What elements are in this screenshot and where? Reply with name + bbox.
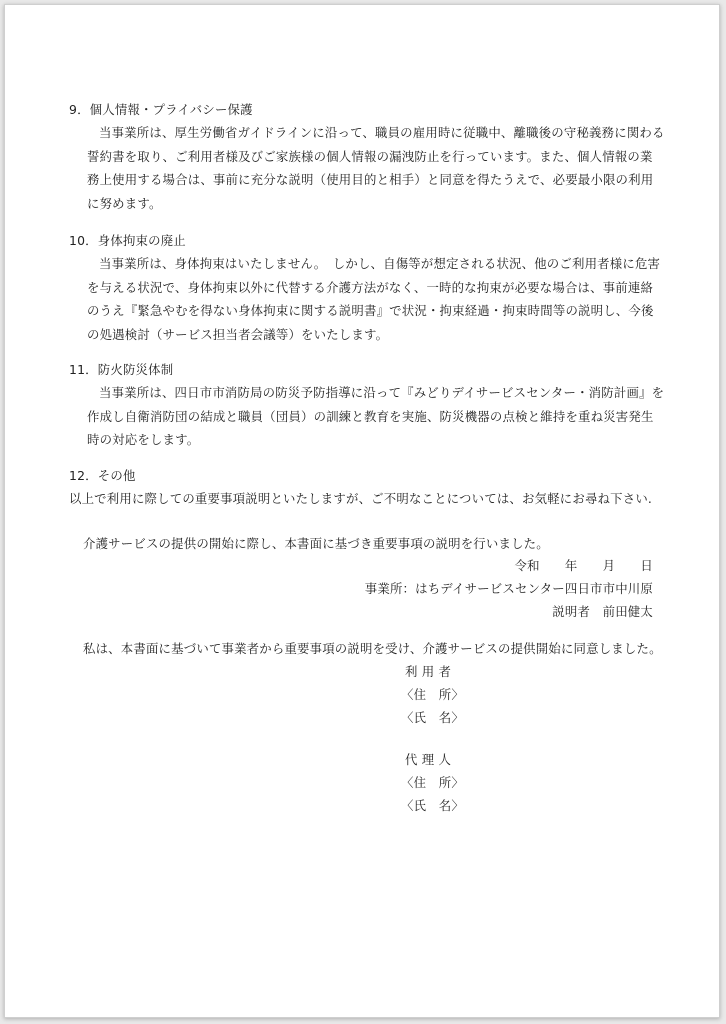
section-11-heading: 11．防火防災体制 <box>69 362 174 377</box>
section-9-heading: 9．個人情報・プライバシー保護 <box>69 102 253 117</box>
section-11-body <box>87 381 677 452</box>
section-11-line-3: 時の対応をします。 <box>87 432 200 447</box>
consent-statement: 私は、本書面に基づいて事業者から重要事項の説明を受け、介護サービスの提供開始に同意しました。 <box>83 641 662 656</box>
user-name-label: 〈氏 名〉 <box>401 710 464 725</box>
user-address-label: 〈住 所〉 <box>401 687 464 702</box>
document-page <box>4 4 720 1018</box>
section-11-line-1: 当事業所は、四日市市消防局の防災予防指導に沿って『みどりデイサービスセンター・消防計画』を <box>99 385 665 400</box>
section-10-body <box>87 252 677 346</box>
user-title: 利 用 者 <box>405 664 452 679</box>
provider-statement: 介護サービスの提供の開始に際し、本書面に基づき重要事項の説明を行いました。 <box>83 536 549 551</box>
agent-name-label: 〈氏 名〉 <box>401 798 464 813</box>
section-12-line-1: 以上で利用に際しての重要事項説明といたしますが、ご不明なことについては、お気軽にお尋ね下さい. <box>69 491 653 506</box>
agent-title: 代 理 人 <box>405 752 452 767</box>
section-10-line-4: の処遇検討（サービス担当者会議等）をいたします。 <box>87 326 389 342</box>
date-line: 令和 年 月 日 <box>514 558 653 573</box>
section-11-line-2: 作成し自衛消防団の結成と職員（団員）の訓練と教育を実施、防災機器の点検と維持を重ね災害発生 <box>87 408 654 424</box>
office-line: 事業所：はちデイサービスセンター四日市市中川原 <box>364 581 653 596</box>
section-10-line-3: のうえ『緊急やむを得ない身体拘束に関する説明書』で状況・拘束経過・拘束時間等の説明し、今後 <box>87 303 654 318</box>
section-9-line-1: 当事業所は、厚生労働省ガイドラインに沿って、職員の雇用時に従職中、離職後の守秘義務に関わる <box>99 125 665 140</box>
explainer-line: 説明者 前田健太 <box>552 604 653 619</box>
section-10-heading: 10．身体拘束の廃止 <box>69 233 186 248</box>
section-12-heading: 12．その他 <box>69 468 136 483</box>
section-9-line-3: 務上使用する場合は、事前に充分な説明（使用目的と相手）と同意を得たうえで、必要最小限の利用 <box>87 172 654 187</box>
section-9-body <box>87 121 677 215</box>
section-10-line-2: を与える状況で、身体拘束以外に代替する介護方法がなく、一時的な拘束が必要な場合は、事前連絡 <box>87 279 654 295</box>
section-10-line-1: 当事業所は、身体拘束はいたしません。 しかし、自傷等が想定される状況、他のご利用者様に危害 <box>99 256 661 271</box>
agent-address-label: 〈住 所〉 <box>401 775 464 790</box>
section-9-line-2: 誓約書を取り、ご利用者様及びご家族様の個人情報の漏洩防止を行っています。また、個人情報の業 <box>87 148 653 164</box>
section-9-line-4: に努めます。 <box>87 195 162 211</box>
